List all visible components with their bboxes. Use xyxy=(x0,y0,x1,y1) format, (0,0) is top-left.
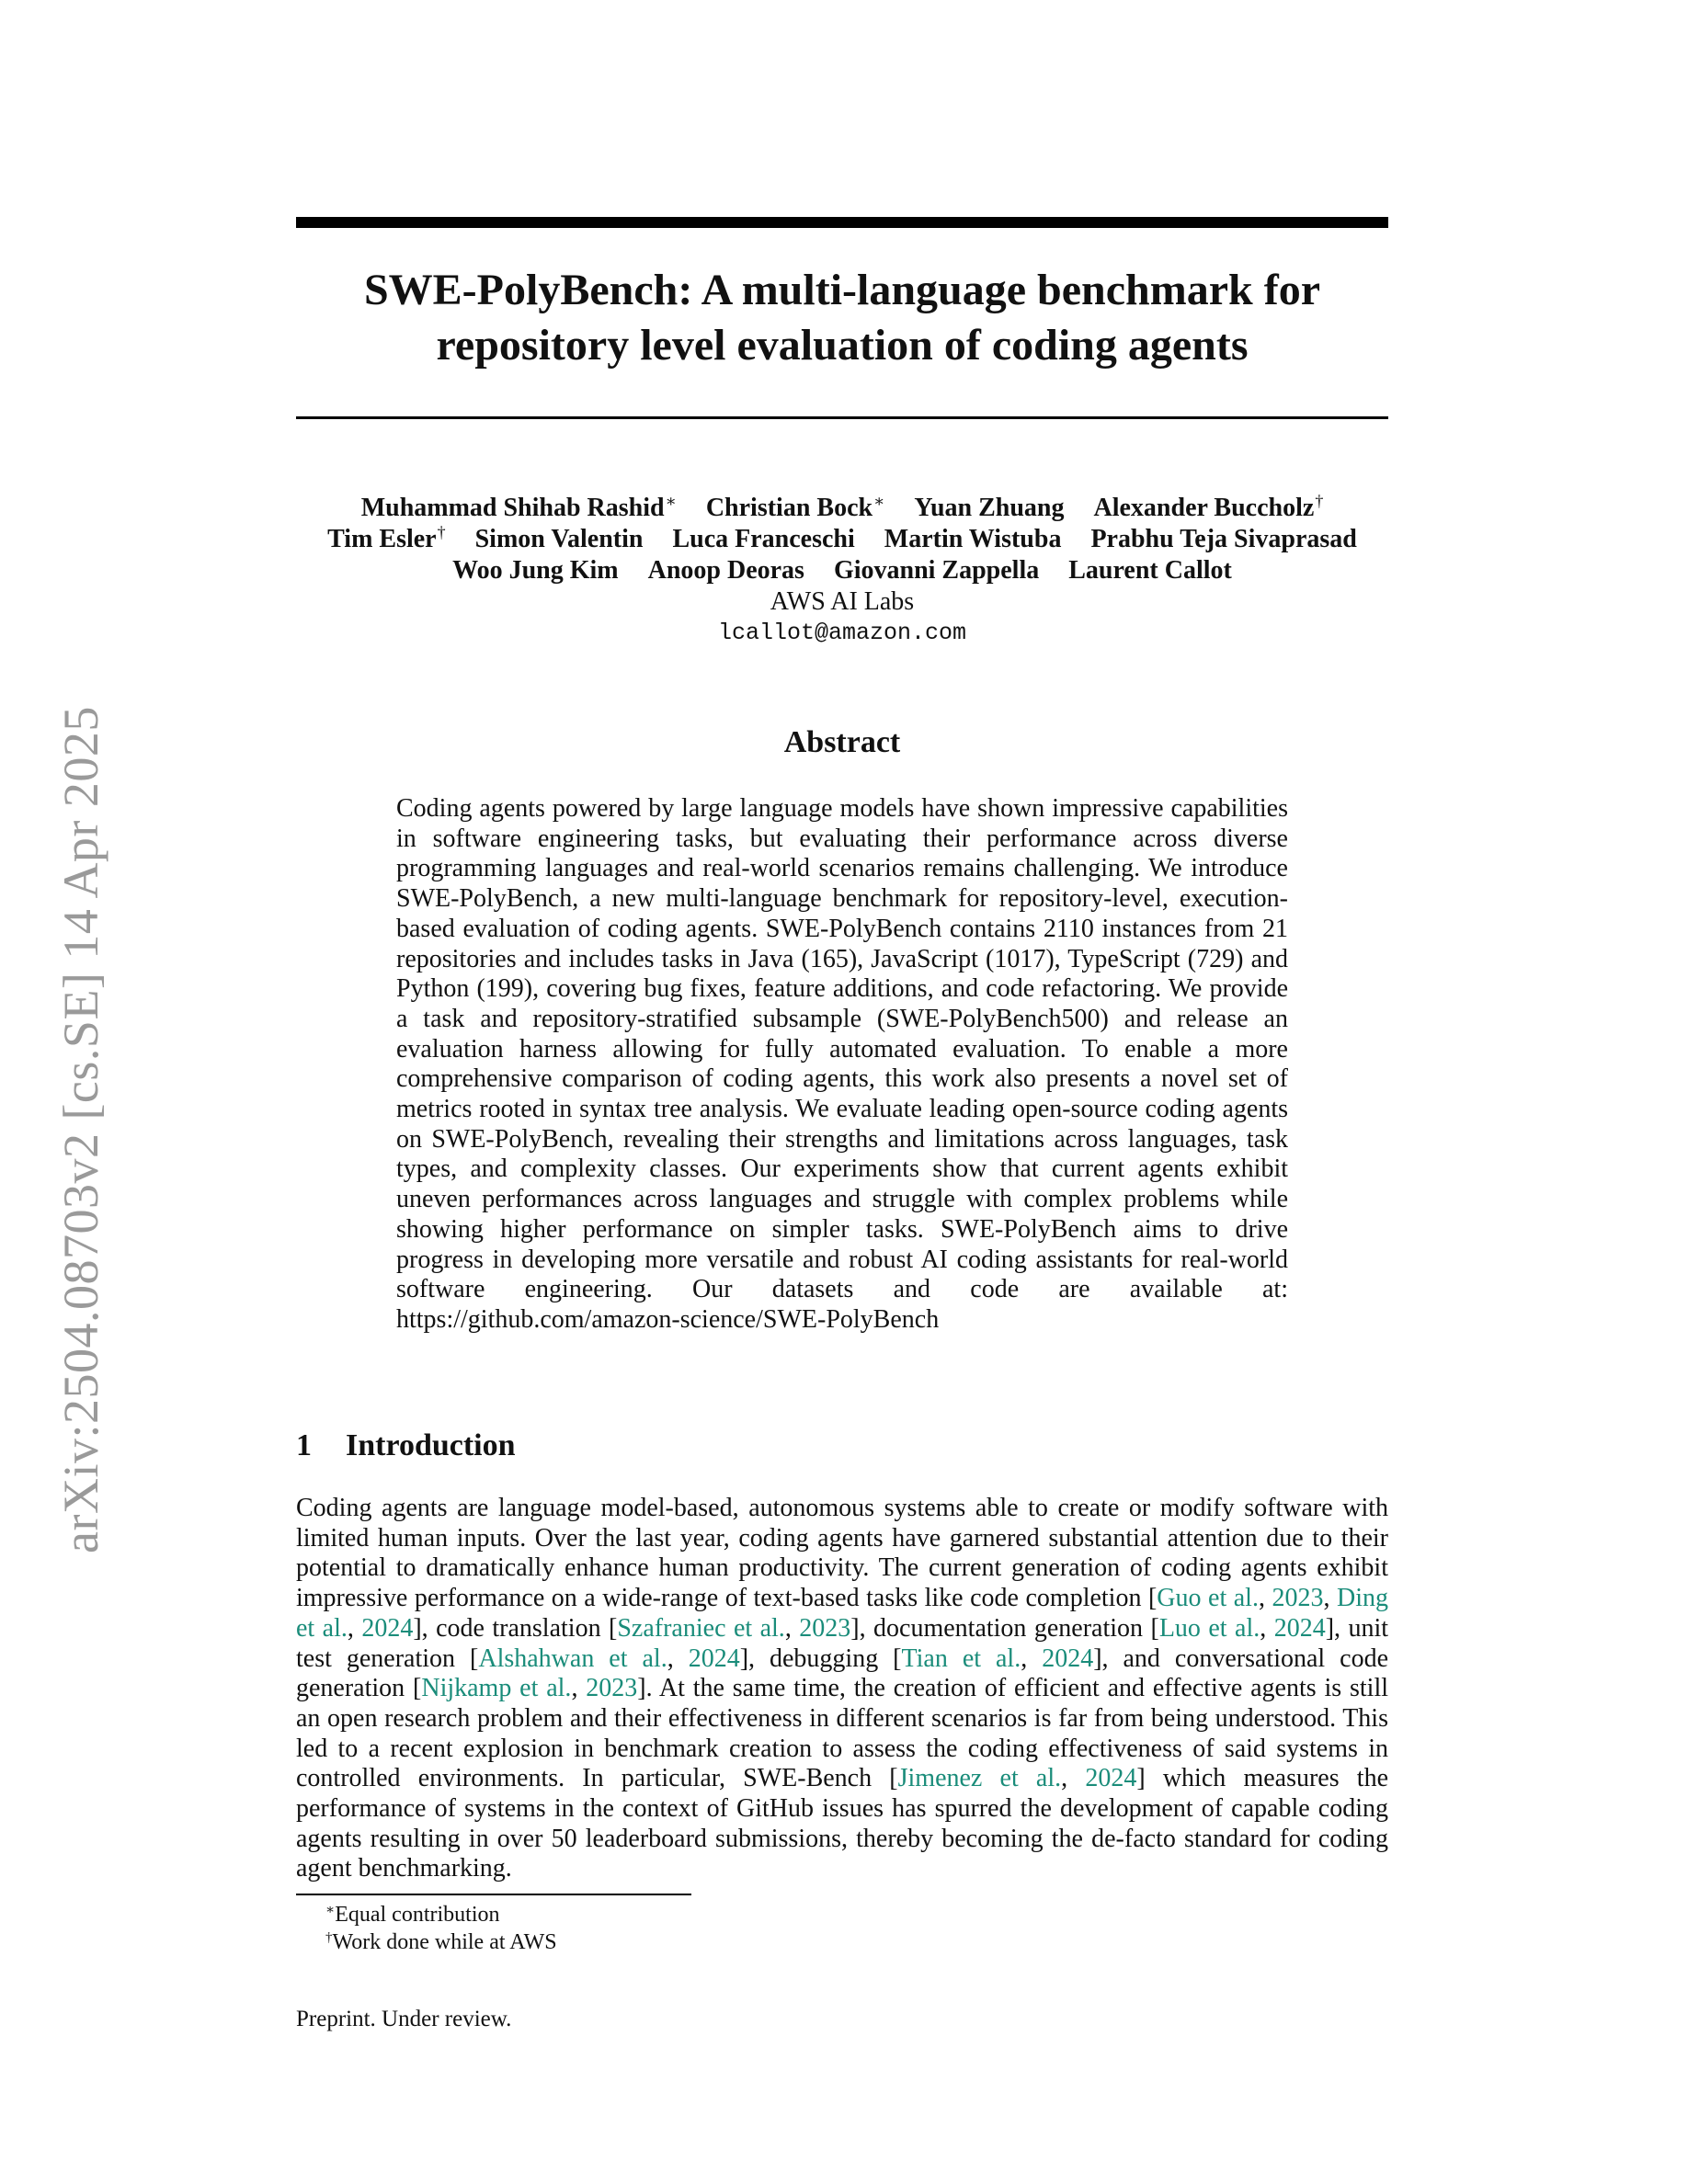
author-row-2 xyxy=(296,524,1388,555)
citation-link[interactable]: 2023 xyxy=(586,1674,638,1703)
citation-link[interactable]: Guo et al. xyxy=(1157,1584,1259,1613)
title-top-rule xyxy=(296,217,1388,228)
author-name: Simon Valentin xyxy=(474,525,644,553)
author-name: Christian Bock∗ xyxy=(705,492,885,522)
title-line-2: repository level evaluation of coding agents xyxy=(436,321,1249,370)
author-name: Luca Franceschi xyxy=(672,525,855,553)
abstract-heading: Abstract xyxy=(783,725,901,759)
introduction-paragraph: Coding agents are language model-based, autonomous systems able to create or modify software with limited human inputs. Over the last year, coding agents have garnered substantial attention due to their potential to dramatically enhance human productivity. The current generation of coding agents exhibit impressive performance on a wide-range of text-based tasks like code completion [Guo et al., 2023, Ding et al., 2024], code translation [Szafraniec et al., 2023], documentation generation [Luo et al., 2024], unit test generation [Alshahwan et al., 2024], debugging [Tian et al., 2024], and conversational code generation [Nijkamp et al., 2023]. At the same time, the creation of efficient and effective agents is still an open research problem and their effectiveness in different scenarios is far from being understood. This led to a recent explosion in benchmark creation to assess the coding effectiveness of said systems in controlled environments. In particular, SWE-Bench [Jimenez et al., 2024] which measures the performance of systems in the context of GitHub issues has spurred the development of capable coding agents resulting in over 50 leaderboard submissions, thereby becoming the de-facto standard for coding agent benchmarking. xyxy=(296,1494,1389,1883)
section-number: 1 xyxy=(296,1428,312,1462)
author-name: Alexander Buccholz† xyxy=(1093,492,1324,522)
preprint-note: Preprint. Under review. xyxy=(296,2007,512,2031)
author-name: Tim Esler† xyxy=(327,523,446,553)
author-name: Woo Jung Kim xyxy=(452,556,619,585)
section-title: Introduction xyxy=(346,1428,516,1462)
affiliation: AWS AI Labs xyxy=(770,587,915,616)
author-footnote-mark: † xyxy=(437,523,446,541)
citation-link[interactable]: 2023 xyxy=(799,1613,851,1643)
author-block xyxy=(296,493,1388,649)
author-name: Martin Wistuba xyxy=(884,525,1062,553)
citation-link[interactable]: Szafraniec et al. xyxy=(617,1613,785,1643)
author-name: Muhammad Shihab Rashid∗ xyxy=(360,492,677,522)
citation-link[interactable]: 2023 xyxy=(1272,1584,1324,1613)
author-row-1 xyxy=(296,493,1388,524)
author-row-3 xyxy=(296,555,1388,586)
footnotes xyxy=(325,1901,1337,1956)
footnote-equal-contribution xyxy=(325,1901,1337,1928)
title-line-1: SWE-PolyBench: A multi-language benchmark for xyxy=(363,266,1321,314)
author-name: Anoop Deoras xyxy=(647,556,804,585)
contact-email[interactable]: lcallot@amazon.com xyxy=(717,620,967,646)
author-name: Giovanni Zappella xyxy=(833,556,1040,585)
title-bottom-rule xyxy=(296,416,1388,419)
citation-link[interactable]: 2024 xyxy=(1273,1613,1326,1643)
footnote-mark: ∗ xyxy=(325,1903,336,1917)
author-footnote-mark: ∗ xyxy=(873,492,885,510)
citation-link[interactable]: Nijkamp et al. xyxy=(421,1674,572,1703)
citation-link[interactable]: Tian et al. xyxy=(901,1644,1021,1673)
citation-link[interactable]: Ding et al. xyxy=(296,1584,1388,1643)
citation-link[interactable]: Jimenez et al. xyxy=(897,1764,1062,1793)
citation-link[interactable]: Alshahwan et al. xyxy=(478,1644,667,1673)
author-footnote-mark: † xyxy=(1315,492,1324,510)
footnote-aws xyxy=(325,1928,1337,1956)
abstract-text: Coding agents powered by large language models have shown impressive capabilities in software engineering tasks, but evaluating their performance across diverse programming languages and real-world scenarios remains challenging. We introduce SWE-PolyBench, a new multi-language benchmark for repository-level, execution-based evaluation of coding agents. SWE-PolyBench contains 2110 instances from 21 repositories and includes tasks in Java (165), JavaScript (1017), TypeScript (729) and Python (199), covering bug fixes, feature additions, and code refactoring. We provide a task and repository-stratified subsample (SWE-PolyBench500) and release an evaluation harness allowing for fully automated evaluation. To enable a more comprehensive comparison of coding agents, this work also presents a novel set of metrics rooted in syntax tree analysis. We evaluate leading open-source coding agents on SWE-PolyBench, revealing their strengths and limitations across languages, task types, and complexity classes. Our experiments show that current agents exhibit uneven performances across languages and struggle with complex problems while showing higher performance on simpler tasks. SWE-PolyBench aims to drive progress in developing more versatile and robust AI coding assistants for real-world software engineering. Our datasets and code are available at: https://github.com/amazon-science/SWE-PolyBench xyxy=(396,794,1288,1334)
citation-link[interactable]: Luo et al. xyxy=(1158,1613,1260,1643)
author-name: Laurent Callot xyxy=(1068,556,1232,585)
citation-link[interactable]: 2024 xyxy=(1042,1644,1094,1673)
section-heading-introduction xyxy=(296,1428,1388,1464)
citation-link[interactable]: 2024 xyxy=(1085,1764,1137,1793)
citation-link[interactable]: 2024 xyxy=(688,1644,740,1673)
citation-link[interactable]: 2024 xyxy=(361,1613,414,1643)
author-name: Prabhu Teja Sivaprasad xyxy=(1090,525,1357,553)
footnote-text: Work done while at AWS xyxy=(332,1930,557,1954)
footnote-mark: † xyxy=(325,1930,333,1945)
footnote-text: Equal contribution xyxy=(335,1903,500,1927)
footnote-rule xyxy=(296,1894,691,1895)
paper-title xyxy=(296,263,1388,373)
arxiv-identifier-stamp: arXiv:2504.08703v2 [cs.SE] 14 Apr 2025 xyxy=(53,706,108,1553)
author-footnote-mark: ∗ xyxy=(665,492,677,510)
author-name: Yuan Zhuang xyxy=(914,494,1065,522)
